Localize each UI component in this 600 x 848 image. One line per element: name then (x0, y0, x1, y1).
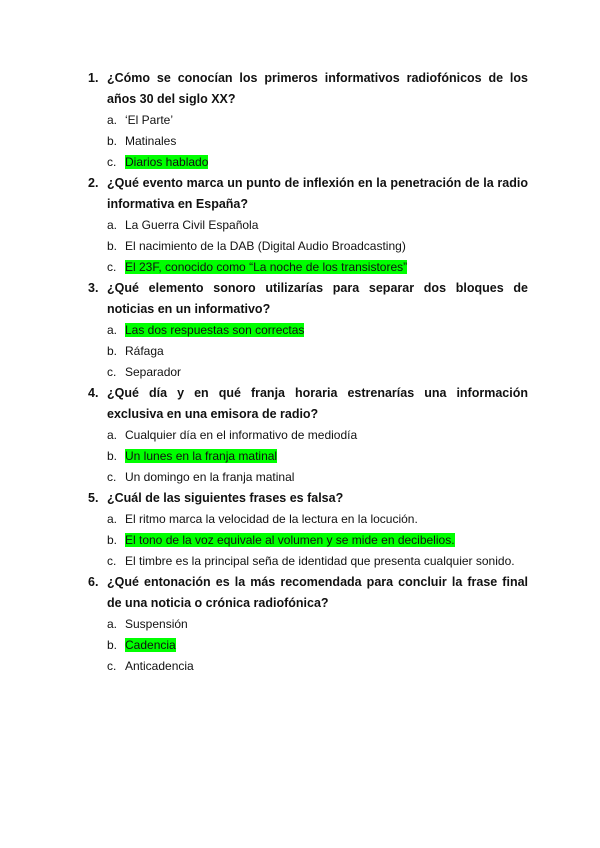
option-letter: a. (107, 218, 118, 232)
option-text: El ritmo marca la velocidad de la lectura en la locución. (125, 512, 418, 526)
answer-option-b (88, 530, 528, 551)
question-text: ¿Cuál de las siguientes frases es falsa? (107, 491, 344, 505)
answer-option-a (88, 425, 528, 446)
option-text: El timbre es la principal seña de identidad que presenta cualquier sonido. (125, 554, 515, 568)
answer-option-a (88, 320, 528, 341)
option-text: Las dos respuestas son correctas (125, 323, 305, 337)
option-text: Cadencia (125, 638, 176, 652)
question-number: 2. (88, 176, 99, 190)
option-letter: b. (107, 449, 118, 463)
question-number: 1. (88, 71, 99, 85)
answer-option-c (88, 551, 528, 572)
question-heading (88, 383, 528, 425)
question-3 (88, 278, 528, 383)
option-letter: b. (107, 638, 118, 652)
option-text: Un domingo en la franja matinal (125, 470, 295, 484)
option-letter: a. (107, 428, 118, 442)
answer-option-a (88, 509, 528, 530)
option-letter: a. (107, 512, 118, 526)
answer-options (88, 110, 528, 173)
option-letter: a. (107, 617, 118, 631)
option-letter: c. (107, 470, 117, 484)
option-letter: c. (107, 365, 117, 379)
answer-option-c (88, 257, 528, 278)
option-text: Cualquier día en el informativo de mediodía (125, 428, 358, 442)
option-text: El nacimiento de la DAB (Digital Audio Broadcasting) (125, 239, 406, 253)
question-1 (88, 68, 528, 173)
answer-options (88, 320, 528, 383)
answer-options (88, 425, 528, 488)
option-letter: b. (107, 239, 118, 253)
question-heading (88, 572, 528, 614)
question-number: 5. (88, 491, 99, 505)
question-number: 3. (88, 281, 99, 295)
option-text: La Guerra Civil Española (125, 218, 259, 232)
question-6 (88, 572, 528, 677)
answer-option-c (88, 362, 528, 383)
option-text: Suspensión (125, 617, 188, 631)
option-text: Diarios hablado (125, 155, 209, 169)
answer-option-a (88, 110, 528, 131)
question-number: 6. (88, 575, 99, 589)
question-4 (88, 383, 528, 488)
option-text: Matinales (125, 134, 177, 148)
answer-options (88, 614, 528, 677)
option-letter: a. (107, 323, 118, 337)
option-text: ‘El Parte’ (125, 113, 174, 127)
question-text: ¿Qué entonación es la más recomendada para concluir la frase final de una noticia o crónica radiofónica? (107, 575, 528, 610)
answer-option-b (88, 236, 528, 257)
question-text: ¿Qué elemento sonoro utilizarías para separar dos bloques de noticias en un informativo? (107, 281, 528, 316)
option-text: Separador (125, 365, 182, 379)
answer-option-c (88, 656, 528, 677)
answer-options (88, 215, 528, 278)
answer-option-a (88, 215, 528, 236)
question-heading (88, 173, 528, 215)
option-letter: b. (107, 134, 118, 148)
option-text: Ráfaga (125, 344, 164, 358)
option-text: El 23F, conocido como “La noche de los transistores” (125, 260, 408, 274)
option-letter: b. (107, 344, 118, 358)
option-letter: c. (107, 554, 117, 568)
question-text: ¿Qué día y en qué franja horaria estrenarías una información exclusiva en una emisora de radio? (107, 386, 528, 421)
option-letter: c. (107, 260, 117, 274)
question-2 (88, 173, 528, 278)
question-5 (88, 488, 528, 572)
answer-option-c (88, 467, 528, 488)
question-heading (88, 68, 528, 110)
answer-option-b (88, 635, 528, 656)
question-text: ¿Qué evento marca un punto de inflexión en la penetración de la radio informativa en España? (107, 176, 528, 211)
question-text: ¿Cómo se conocían los primeros informativos radiofónicos de los años 30 del siglo XX? (107, 71, 528, 106)
answer-option-c (88, 152, 528, 173)
option-text: Anticadencia (125, 659, 194, 673)
quiz-list (88, 68, 528, 677)
option-letter: b. (107, 533, 118, 547)
option-letter: a. (107, 113, 118, 127)
answer-option-b (88, 131, 528, 152)
answer-option-a (88, 614, 528, 635)
answer-option-b (88, 341, 528, 362)
option-text: El tono de la voz equivale al volumen y se mide en decibelios. (125, 533, 455, 547)
question-heading (88, 278, 528, 320)
answer-options (88, 509, 528, 572)
option-letter: c. (107, 659, 117, 673)
option-text: Un lunes en la franja matinal (125, 449, 278, 463)
question-heading (88, 488, 528, 509)
option-letter: c. (107, 155, 117, 169)
question-number: 4. (88, 386, 99, 400)
answer-option-b (88, 446, 528, 467)
